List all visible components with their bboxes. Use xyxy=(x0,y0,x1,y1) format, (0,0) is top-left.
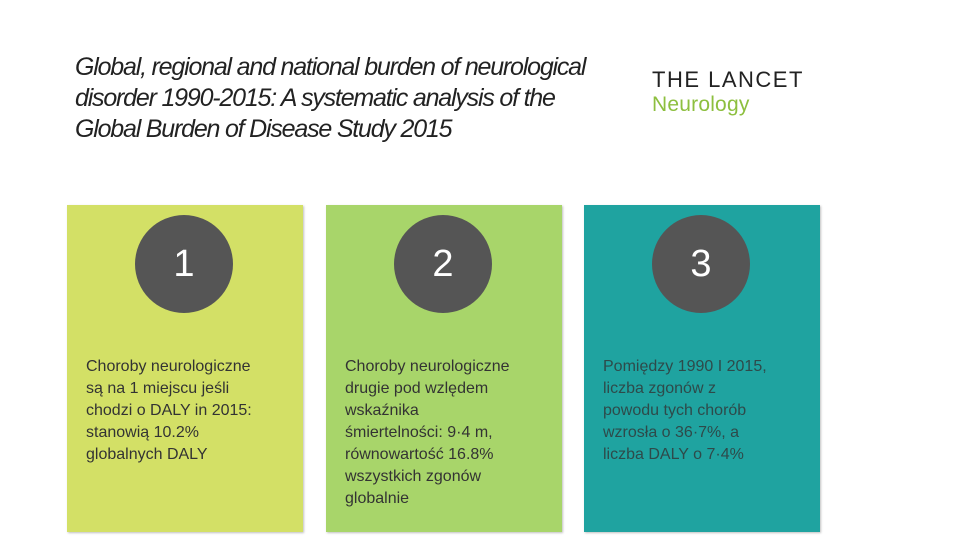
page-title: Global, regional and national burden of neurological disorder 1990-2015: A systematic analysis of the Global Burden of Disease Study 2015 xyxy=(75,53,586,143)
card-1-number-badge: 1 xyxy=(135,215,233,313)
card-2-number-badge: 2 xyxy=(394,215,492,313)
logo-line-2: Neurology xyxy=(652,93,750,116)
card-1-text: Choroby neurologiczne są na 1 miejscu jeśli chodzi o DALY in 2015: stanowią 10.2% globalnych DALY xyxy=(86,358,252,463)
card-2 xyxy=(326,205,562,532)
card-3 xyxy=(584,205,820,532)
logo-line-1: THE LANCET xyxy=(652,67,804,92)
lancet-neurology-logo xyxy=(652,68,804,118)
card-1 xyxy=(67,205,303,532)
card-3-text: Pomiędzy 1990 I 2015, liczba zgonów z powodu tych chorób wzrosła o 36·7%, a liczba DALY o 7·4% xyxy=(603,358,767,463)
card-3-number-badge: 3 xyxy=(652,215,750,313)
card-2-text: Choroby neurologiczne drugie pod wzlędem wskaźnika śmiertelności: 9·4 m, równowartość 16.8% wszystkich zgonów globalnie xyxy=(345,358,510,507)
